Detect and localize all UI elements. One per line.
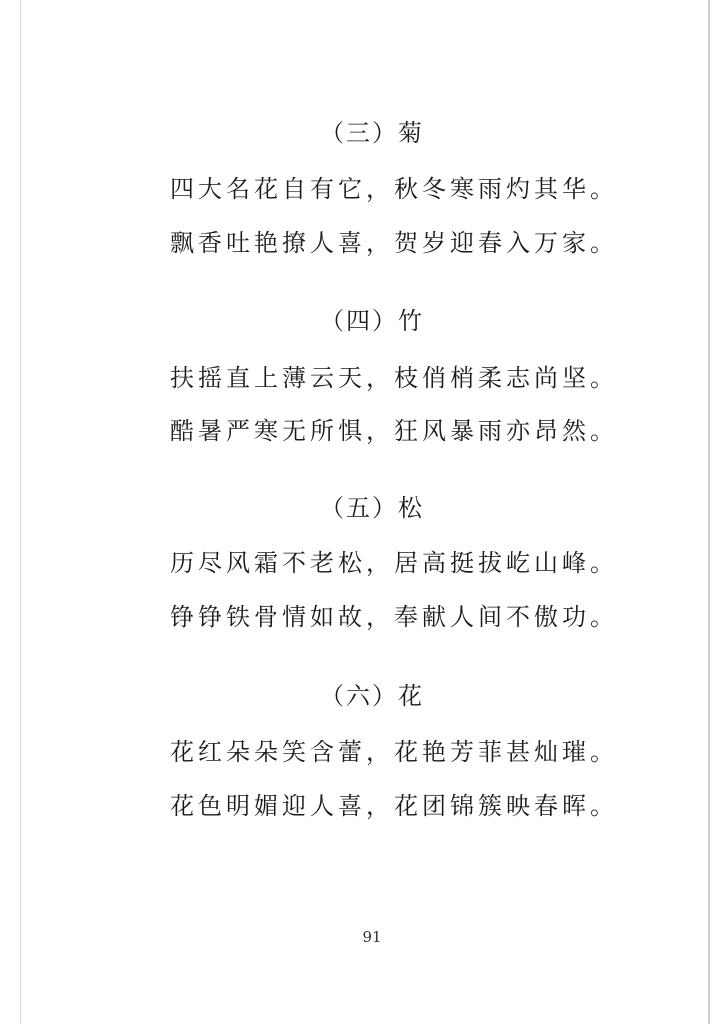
verse-line: 花色明媚迎人喜，花团锦簇映春晖。 (170, 792, 618, 820)
verse-line: 历尽风霜不老松，居高挺拔屹山峰。 (170, 549, 618, 577)
verse-line: 酷暑严寒无所惧，狂风暴雨亦昂然。 (170, 417, 618, 445)
verse-line: 飘香吐艳撩人喜，贺岁迎春入万家。 (170, 229, 618, 257)
verse-line: 四大名花自有它，秋冬寒雨灼其华。 (170, 175, 618, 203)
verse-line: 扶摇直上薄云天，枝俏梢柔志尚坚。 (170, 364, 618, 392)
verse-line: 花红朵朵笑含蕾，花艳芳菲甚灿璀。 (170, 738, 618, 766)
section-heading-bamboo: （四）竹 (320, 307, 424, 335)
section-heading-chrysanthemum: （三）菊 (320, 119, 424, 147)
verse-line: 铮铮铁骨情如故，奉献人间不傲功。 (170, 603, 618, 631)
section-heading-pine: （五）松 (320, 494, 424, 522)
section-heading-flower: （六）花 (320, 682, 424, 710)
page-number: 91 (362, 928, 382, 946)
